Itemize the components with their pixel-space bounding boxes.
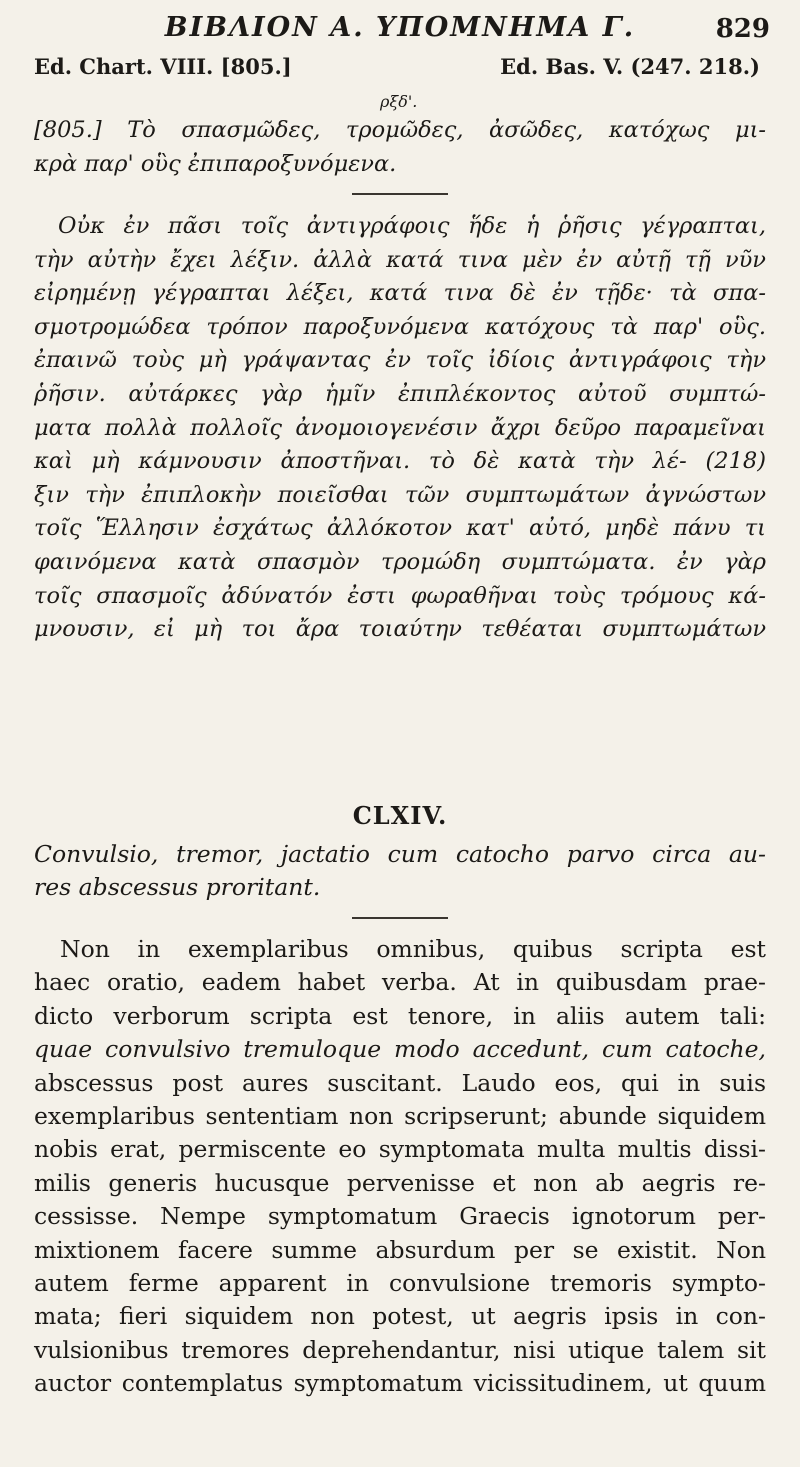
- chartier-reference: Ed. Chart. VIII. [805.]: [34, 54, 292, 79]
- latin-commentary-line: vulsionibus tremores deprehendantur, nisi utique talem sit: [34, 1335, 766, 1364]
- latin-commentary: [34, 933, 766, 1401]
- page-number: 829: [715, 14, 770, 44]
- greek-commentary-line: μνουσιν, εἰ μὴ τοι ἄρα τοιαύτην τεθέαται συμπτωμάτων: [34, 616, 766, 643]
- latin-commentary-line: exemplaribus sententiam non scripserunt; abunde siquidem: [34, 1102, 766, 1131]
- latin-commentary-line: mixtionem facere summe absurdum per se existit. Non: [34, 1235, 766, 1264]
- latin-commentary-line: haec oratio, eadem habet verba. At in quibusdam prae-: [34, 968, 766, 997]
- separator-rule: [352, 917, 448, 919]
- greek-lemma-line: κρὰ παρ' οὓς ἐπιπαροξυνόμενα.: [34, 150, 397, 177]
- greek-commentary-line: τὴν αὐτὴν ἔχει λέξιν. ἀλλὰ κατά τινα μὲν ἐν αὐτῇ τῇ νῦν: [34, 246, 766, 273]
- latin-commentary-line: nobis erat, permiscente eo symptomata multa multis dissi-: [34, 1135, 766, 1164]
- latin-lemma: [34, 838, 766, 905]
- greek-commentary: [34, 210, 766, 647]
- greek-commentary-line: ἐπαινῶ τοὺς μὴ γράψαντας ἐν τοῖς ἰδίοις ἀντιγράφοις τὴν: [34, 347, 766, 374]
- greek-commentary-line: καὶ μὴ κάμνουσιν ἀποστῆναι. τὸ δὲ κατὰ τὴν λέ- (218): [34, 448, 766, 475]
- running-title: BIBΛΙΟΝ Α. ΥΠΟΜΝΗΜΑ Γ.: [164, 12, 636, 43]
- latin-commentary-line: milis generis hucusque pervenisse et non ab aegris re-: [34, 1168, 766, 1197]
- latin-commentary-line: dicto verborum scripta est tenore, in aliis autem tali:: [34, 1001, 766, 1030]
- greek-commentary-line: φαινόμενα κατὰ σπασμὸν τρομώδη συμπτώματα. ἐν γὰρ: [34, 548, 766, 575]
- greek-commentary-line: σμοτρομώδεα τρόπον παροξυνόμενα κατόχους τὰ παρ' οὓς.: [34, 313, 766, 340]
- greek-commentary-line: ῥῆσιν. αὐτάρκες γὰρ ἡμῖν ἐπιπλέκοντος αὐτοῦ συμπτώ-: [34, 380, 766, 407]
- latin-commentary-line: mata; fieri siquidem non potest, ut aegris ipsis in con-: [34, 1302, 766, 1331]
- latin-lemma-line: Convulsio, tremor, jactatio cum catocho parvo circa au-: [34, 840, 766, 868]
- latin-commentary-line: auctor contemplatus symptomatum vicissitudinem, ut quum: [34, 1369, 766, 1398]
- basel-reference: Ed. Bas. V. (247. 218.): [500, 54, 760, 79]
- latin-commentary-line: abscessus post aures suscitant. Laudo eos, qui in suis: [34, 1068, 766, 1097]
- greek-commentary-line: ματα πολλὰ πολλοῖς ἀνομοιογενέσιν ἄχρι δεῦρο παραμεῖναι: [34, 414, 766, 441]
- latin-lemma-line: res abscessus proritant.: [34, 873, 321, 902]
- greek-commentary-line: Οὐκ ἐν πᾶσι τοῖς ἀντιγράφοις ἥδε ἡ ῥῆσις γέγραπται,: [58, 213, 766, 239]
- separator-rule: [352, 193, 448, 195]
- edition-references: [34, 54, 766, 88]
- latin-commentary-line: cessisse. Nempe symptomatum Graecis ignotorum per-: [34, 1202, 766, 1231]
- greek-lemma-line: [805.] Τὸ σπασμῶδες, τρομῶδες, ἀσῶδες, κατόχως μι-: [34, 117, 766, 143]
- latin-commentary-line: Non in exemplaribus omnibus, quibus scripta est: [60, 935, 766, 963]
- chapter-number: CLXIV.: [352, 801, 448, 830]
- greek-commentary-line: εἰρημένῃ γέγραπται λέξει, κατά τινα δὲ ἐν τῇδε· τὰ σπα-: [34, 280, 766, 307]
- greek-commentary-line: τοῖς σπασμοῖς ἀδύνατόν ἐστι φωραθῆναι τοὺς τρόμους κά-: [34, 582, 766, 609]
- greek-section-number: ρξδ'.: [380, 92, 418, 111]
- greek-lemma: [34, 114, 766, 181]
- greek-commentary-line: ξιν τὴν ἐπιπλοκὴν ποιεῖσθαι τῶν συμπτωμάτων ἀγνώστων: [34, 481, 766, 508]
- greek-commentary-line: τοῖς Ἕλλησιν ἐσχάτως ἀλλόκοτον κατ' αὐτό, μηδὲ πάνυ τι: [34, 515, 766, 542]
- latin-commentary-line: autem ferme apparent in convulsione tremoris sympto-: [34, 1269, 766, 1298]
- latin-commentary-line: quae convulsivo tremuloque modo accedunt, cum catoche,: [34, 1035, 766, 1064]
